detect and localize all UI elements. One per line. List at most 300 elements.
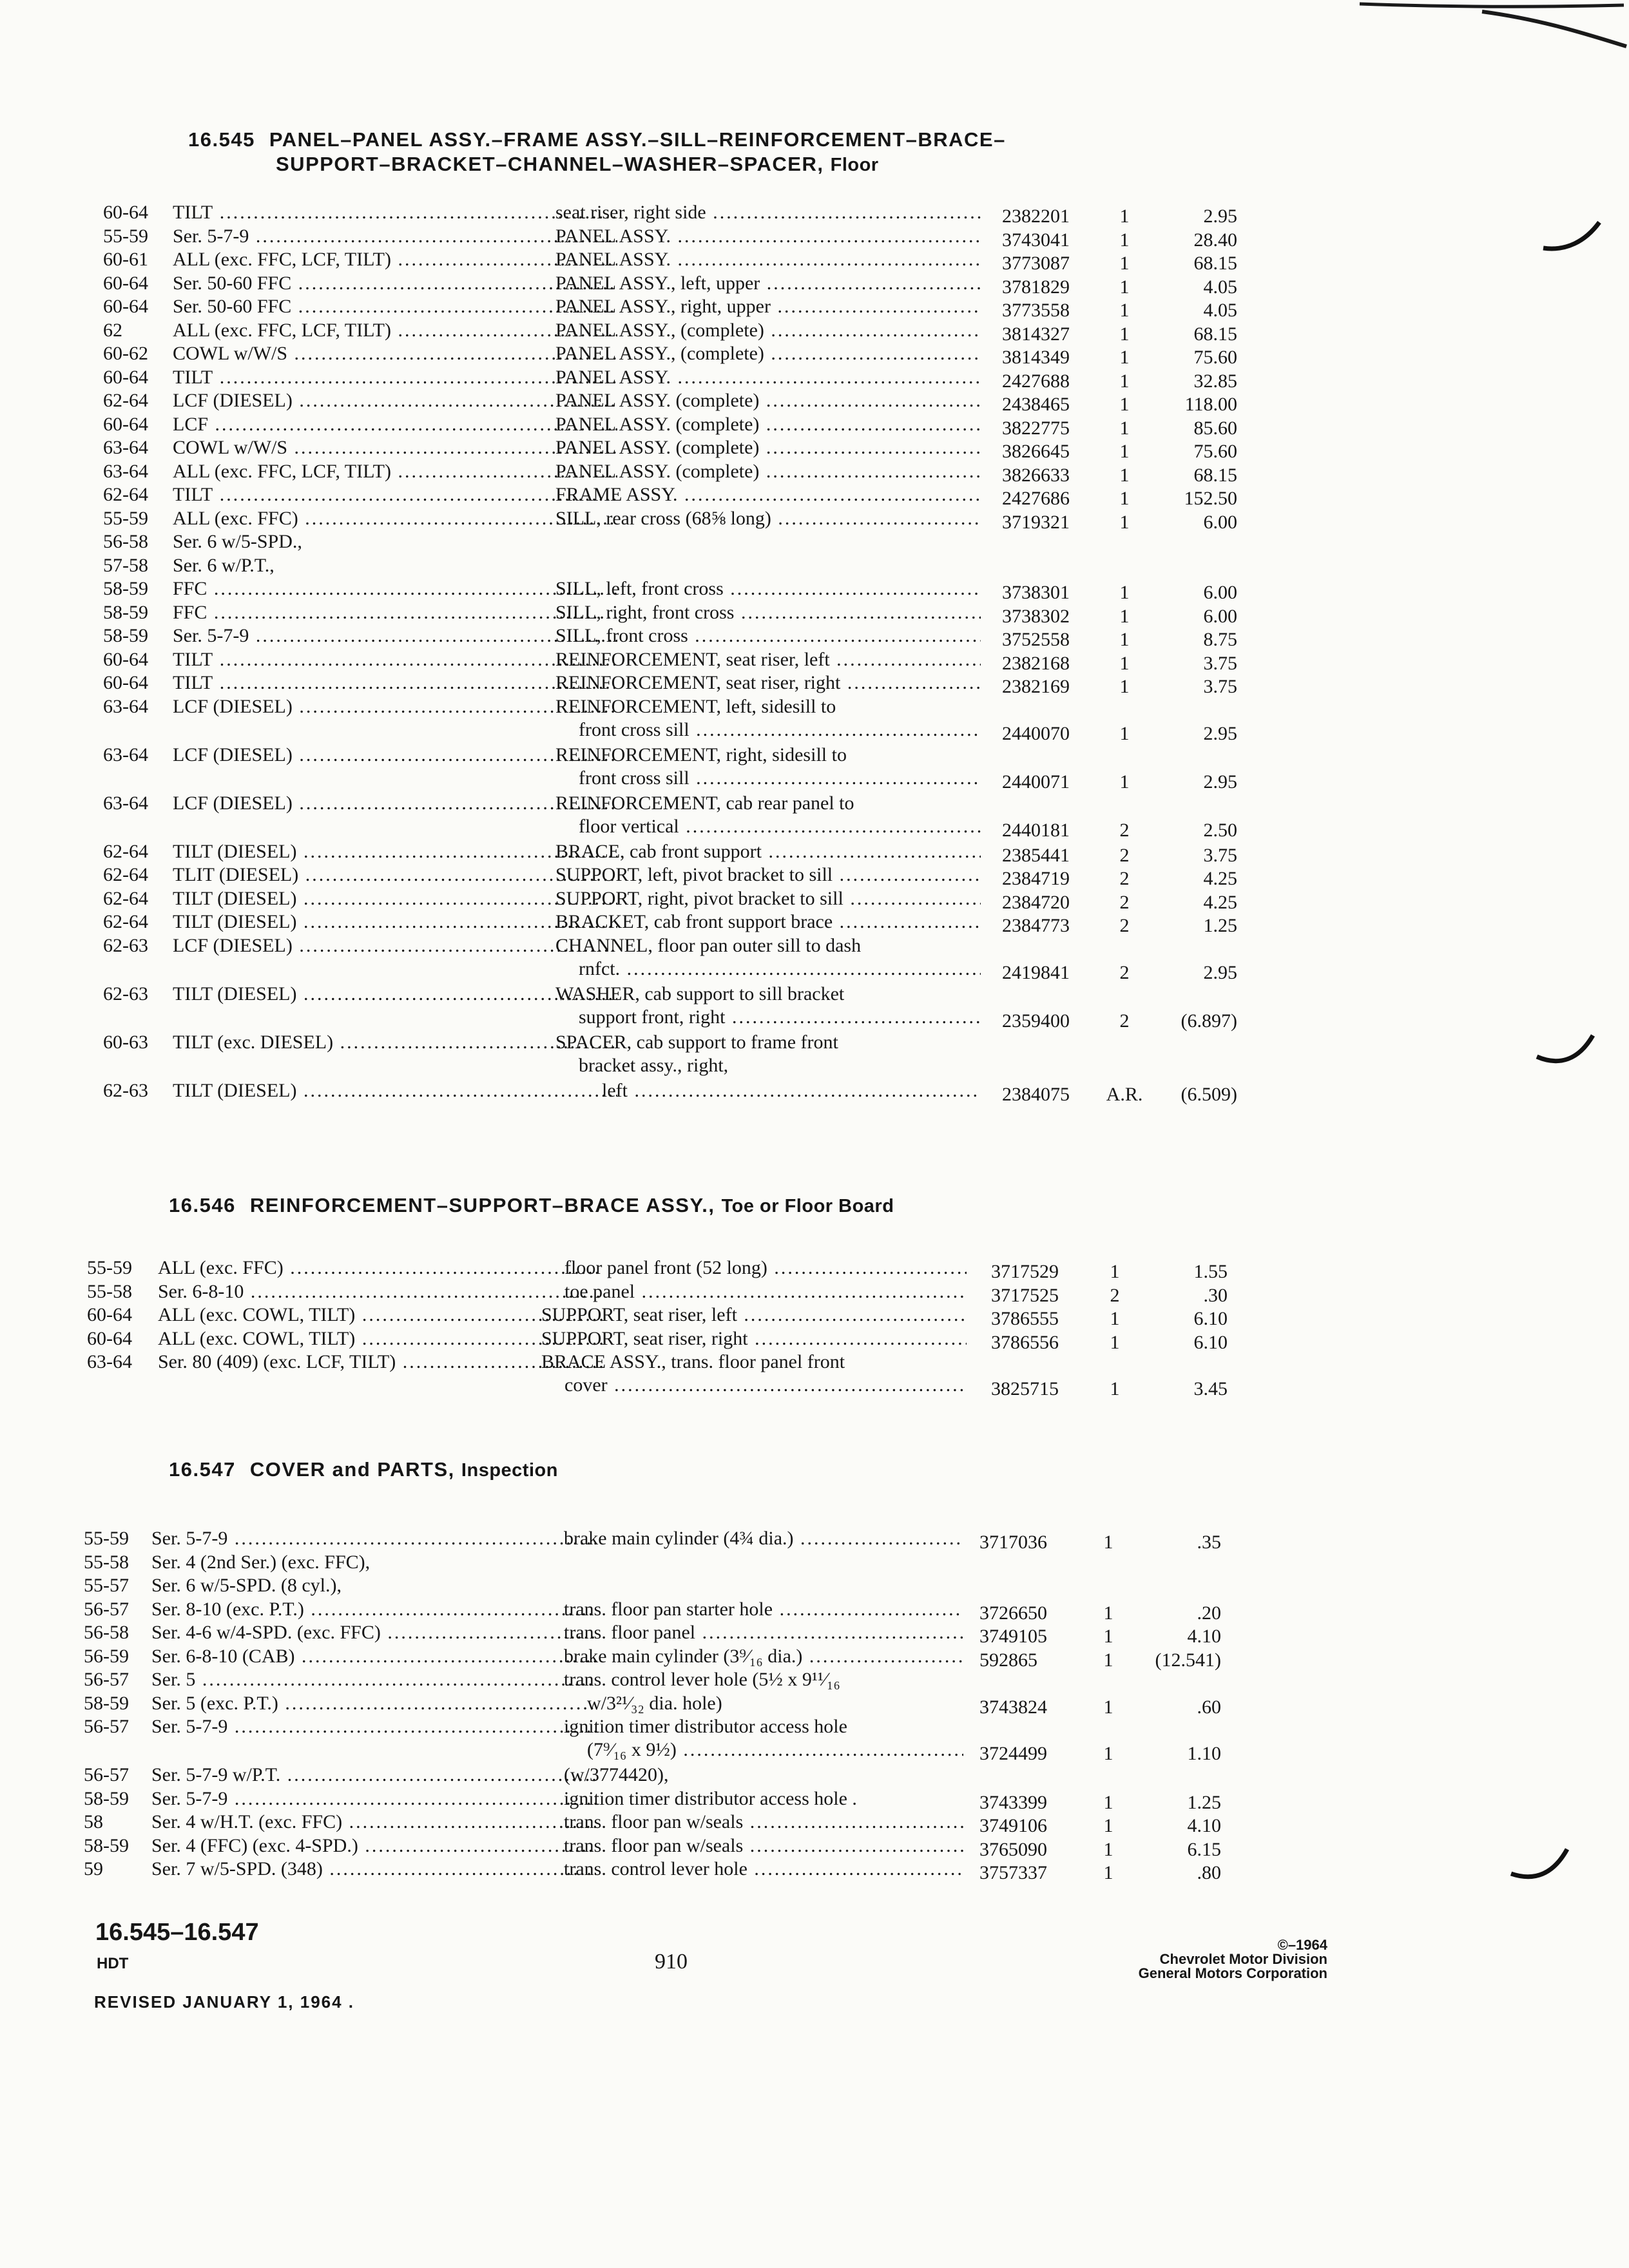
part-number: 2419841: [1002, 961, 1070, 983]
description-line: PANEL ASSY., (complete) .....: [555, 319, 981, 342]
list-price: 68.15: [1193, 253, 1237, 274]
model-year: 63-64: [103, 460, 148, 482]
application: LCF (DIESEL) .....: [173, 389, 617, 412]
model-year: 58-59: [84, 1834, 129, 1856]
application: TILT .....: [173, 483, 617, 506]
list-price: .35: [1197, 1532, 1221, 1553]
model-year: 56-57: [84, 1716, 129, 1737]
application: Ser. 50-60 FFC .....: [173, 295, 617, 318]
part-number: 3738302: [1002, 605, 1070, 627]
quantity: 1: [1119, 394, 1130, 415]
application: Ser. 4 w/H.T. (exc. FFC) .....: [151, 1811, 596, 1834]
model-year: 60-64: [87, 1304, 132, 1325]
model-year: 58-59: [84, 1692, 129, 1714]
section-number: 16.546: [169, 1194, 236, 1216]
description-line: PANEL ASSY. .....: [555, 366, 981, 389]
application: ALL (exc. FFC, LCF, TILT) .....: [173, 319, 617, 342]
application: Ser. 5-7-9 .....: [151, 1787, 596, 1811]
description-line: BRACE ASSY., trans. floor panel front: [541, 1351, 845, 1372]
quantity: 1: [1103, 1696, 1113, 1718]
list-price: 1.10: [1187, 1743, 1221, 1764]
part-description: [555, 983, 981, 1029]
model-year: 58-59: [103, 625, 148, 646]
part-description: [564, 1692, 963, 1715]
part-description: [541, 1350, 967, 1397]
quantity: 1: [1119, 276, 1130, 298]
model-year: 63-64: [87, 1351, 132, 1372]
application: TILT .....: [173, 648, 617, 671]
quantity: 1: [1110, 1378, 1120, 1399]
description-line: PANEL ASSY. (complete) .....: [555, 389, 981, 412]
part-description: [564, 1598, 963, 1621]
model-year: 62-64: [103, 864, 148, 885]
model-year: 63-64: [103, 437, 148, 458]
application: LCF (DIESEL) .....: [173, 744, 617, 767]
description-line: (w/3774420),: [564, 1764, 669, 1785]
application: Ser. 7 w/5-SPD. (348) .....: [151, 1858, 596, 1881]
part-description: [555, 887, 981, 910]
section-title-line1: PANEL–PANEL ASSY.–FRAME ASSY.–SILL–REINFORCEMENT–BRACE–: [269, 128, 1006, 151]
quantity: 1: [1103, 1838, 1113, 1860]
part-description: [555, 624, 981, 648]
part-number: 3752558: [1002, 629, 1070, 650]
scan-edge-mark: [1353, 0, 1629, 58]
application: ALL (exc. COWL, TILT) .....: [158, 1327, 602, 1350]
application: FFC .....: [173, 601, 617, 624]
model-year: 56-59: [84, 1645, 129, 1667]
part-description: [555, 483, 981, 506]
part-number: 3743824: [979, 1696, 1047, 1718]
part-number: 2382201: [1002, 206, 1070, 227]
model-year: 55-59: [103, 507, 148, 529]
description-line: trans. floor pan starter hole .....: [564, 1598, 963, 1621]
list-price: 28.40: [1193, 229, 1237, 251]
quantity: 2: [1119, 961, 1130, 983]
part-number: 2440181: [1002, 819, 1070, 841]
list-price: 4.25: [1203, 891, 1237, 913]
list-price: .60: [1197, 1696, 1221, 1718]
description-line: REINFORCEMENT, right, sidesill to: [555, 744, 847, 765]
section-title-16-545-line2: [276, 152, 879, 177]
application: LCF .....: [173, 413, 617, 436]
application: TILT (exc. DIESEL) .....: [173, 1031, 617, 1054]
description-line: toe panel .....: [541, 1280, 967, 1303]
quantity: 2: [1119, 868, 1130, 889]
part-description: [555, 601, 981, 624]
description-line: BRACKET, cab front support brace .....: [555, 910, 981, 934]
part-number: 3786556: [991, 1331, 1059, 1353]
model-year: 55-58: [84, 1551, 129, 1573]
quantity: 1: [1103, 1862, 1113, 1883]
part-description: [555, 295, 981, 318]
description-line: seat riser, right side .....: [555, 201, 981, 224]
part-description: [564, 1834, 963, 1858]
part-description: [541, 1303, 967, 1327]
part-number: 2385441: [1002, 844, 1070, 866]
list-price: 3.75: [1203, 676, 1237, 697]
list-price: 1.25: [1203, 915, 1237, 936]
application: ALL (exc. FFC, LCF, TILT) .....: [173, 460, 617, 483]
description-line: PANEL ASSY., right, upper .....: [555, 295, 981, 318]
section-title-line1: REINFORCEMENT–SUPPORT–BRACE ASSY.,: [249, 1194, 715, 1216]
application: TILT (DIESEL) .....: [173, 840, 617, 863]
quantity: 1: [1119, 652, 1130, 674]
application: LCF (DIESEL) .....: [173, 792, 617, 815]
application: Ser. 4 (FFC) (exc. 4-SPD.) .....: [151, 1834, 596, 1858]
part-description: [555, 934, 981, 981]
part-number: 3717529: [991, 1261, 1059, 1282]
list-price: 4.25: [1203, 868, 1237, 889]
quantity: 1: [1119, 722, 1130, 744]
description-line: rnfct. .....: [555, 957, 981, 981]
part-number: 3717525: [991, 1284, 1059, 1306]
application: ALL (exc. FFC) .....: [173, 507, 617, 530]
quantity: 1: [1110, 1308, 1120, 1329]
part-description: [555, 436, 981, 459]
part-description: [564, 1858, 963, 1881]
part-description: [555, 225, 981, 248]
application: LCF (DIESEL) .....: [173, 695, 617, 718]
list-price: (6.897): [1181, 1010, 1237, 1032]
quantity: 1: [1119, 771, 1130, 793]
list-price: 2.50: [1203, 819, 1237, 841]
model-year: 55-57: [84, 1575, 129, 1596]
footer-section-range: 16.545–16.547: [95, 1919, 259, 1946]
description-line: floor vertical .....: [555, 815, 981, 838]
application: TILT (DIESEL) .....: [173, 1079, 617, 1102]
model-year: 63-64: [103, 695, 148, 717]
application: ALL (exc. FFC) .....: [158, 1256, 602, 1280]
part-number: 592865: [979, 1649, 1037, 1671]
quantity: 2: [1119, 915, 1130, 936]
part-number: 3749105: [979, 1626, 1047, 1647]
application: Ser. 4 (2nd Ser.) (exc. FFC),: [151, 1551, 371, 1573]
description-line: trans. floor pan w/seals .....: [564, 1834, 963, 1858]
list-price: 75.60: [1193, 441, 1237, 462]
description-line: left .....: [555, 1079, 981, 1102]
list-price: 2.95: [1203, 206, 1237, 227]
copyright: ©–1964: [1277, 1937, 1327, 1953]
description-line: SUPPORT, left, pivot bracket to sill .....: [555, 863, 981, 887]
part-number: 3757337: [979, 1862, 1047, 1883]
description-line: PANEL ASSY. (complete) .....: [555, 460, 981, 483]
quantity: 1: [1103, 1532, 1113, 1553]
quantity: 1: [1119, 511, 1130, 533]
list-price: (12.541): [1155, 1649, 1221, 1671]
list-price: 8.75: [1203, 629, 1237, 650]
list-price: 3.75: [1203, 652, 1237, 674]
model-year: 55-58: [87, 1280, 132, 1302]
description-line: brake main cylinder (3⁹⁄₁₆ dia.) .....: [564, 1645, 963, 1668]
list-price: .20: [1197, 1602, 1221, 1624]
application: Ser. 6-8-10 .....: [158, 1280, 602, 1303]
description-line: PANEL ASSY. (complete) .....: [555, 436, 981, 459]
part-number: 2427686: [1002, 488, 1070, 509]
list-price: 85.60: [1193, 417, 1237, 439]
quantity: 1: [1119, 605, 1130, 627]
model-year: 60-64: [103, 296, 148, 317]
model-year: 57-58: [103, 554, 148, 576]
part-description: [564, 1715, 963, 1762]
part-description: [564, 1668, 963, 1691]
margin-tick-mark: [1508, 1843, 1572, 1888]
part-description: [555, 1079, 981, 1102]
quantity: 1: [1103, 1743, 1113, 1764]
model-year: 60-64: [103, 202, 148, 223]
model-year: 60-64: [103, 648, 148, 670]
list-price: 3.75: [1203, 844, 1237, 866]
description-line: PANEL ASSY. (complete) .....: [555, 413, 981, 436]
quantity: 1: [1110, 1331, 1120, 1353]
part-number: 3786555: [991, 1308, 1059, 1329]
application: TILT (DIESEL) .....: [173, 983, 617, 1006]
list-price: 4.10: [1187, 1626, 1221, 1647]
part-description: [555, 695, 981, 742]
quantity: 1: [1103, 1626, 1113, 1647]
list-price: 3.45: [1193, 1378, 1228, 1399]
model-year: 56-57: [84, 1764, 129, 1785]
application: Ser. 5-7-9 .....: [173, 225, 617, 248]
model-year: 59: [84, 1858, 103, 1879]
quantity: 1: [1119, 253, 1130, 274]
description-line: SILL, left, front cross .....: [555, 577, 981, 601]
corporation-name: General Motors Corporation: [1138, 1965, 1327, 1981]
division-name: Chevrolet Motor Division: [1159, 1951, 1327, 1967]
model-year: 63-64: [103, 792, 148, 814]
description-line: cover .....: [541, 1374, 967, 1397]
application: Ser. 6 w/5-SPD. (8 cyl.),: [151, 1575, 342, 1596]
quantity: 1: [1103, 1649, 1113, 1671]
part-number: 3749106: [979, 1815, 1047, 1836]
part-description: [564, 1527, 963, 1550]
model-year: 62-63: [103, 1079, 148, 1101]
application: Ser. 50-60 FFC .....: [173, 272, 617, 295]
description-line: (7⁹⁄₁₆ x 9½) .....: [564, 1738, 963, 1762]
description-line: SUPPORT, right, pivot bracket to sill .....: [555, 887, 981, 910]
description-line: floor panel front (52 long) .....: [541, 1256, 967, 1280]
section-title-16-547: [169, 1457, 558, 1483]
quantity: A.R.: [1106, 1083, 1143, 1105]
list-price: 6.00: [1203, 582, 1237, 603]
part-number: 3738301: [1002, 582, 1070, 603]
list-price: 75.60: [1193, 347, 1237, 368]
part-description: [555, 342, 981, 365]
part-number: 3826645: [1002, 441, 1070, 462]
list-price: 68.15: [1193, 323, 1237, 345]
description-line: PANEL ASSY., (complete) .....: [555, 342, 981, 365]
description-line: ignition timer distributor access hole .: [564, 1787, 857, 1809]
page-number: 910: [655, 1950, 688, 1974]
model-year: 55-59: [87, 1257, 132, 1278]
model-year: 60-63: [103, 1031, 148, 1053]
model-year: 58: [84, 1811, 103, 1832]
part-description: [555, 319, 981, 342]
part-number: 2359400: [1002, 1010, 1070, 1032]
part-number: 3773087: [1002, 253, 1070, 274]
part-number: 2382168: [1002, 652, 1070, 674]
part-number: 3719321: [1002, 511, 1070, 533]
part-description: [555, 840, 981, 863]
quantity: 1: [1119, 300, 1130, 321]
part-number: 3726650: [979, 1602, 1047, 1624]
quantity: 1: [1119, 229, 1130, 251]
application: ALL (exc. FFC, LCF, TILT) .....: [173, 248, 617, 271]
part-description: [555, 910, 981, 934]
part-number: 2384720: [1002, 891, 1070, 913]
list-price: 6.00: [1203, 605, 1237, 627]
part-description: [564, 1787, 963, 1811]
part-number: 3825715: [991, 1378, 1059, 1399]
application: Ser. 80 (409) (exc. LCF, TILT) .....: [158, 1350, 602, 1374]
section-title-16-545: [188, 128, 1006, 152]
list-price: .30: [1203, 1284, 1228, 1306]
quantity: 1: [1119, 323, 1130, 345]
part-number: 3781829: [1002, 276, 1070, 298]
quantity: 1: [1119, 488, 1130, 509]
model-year: 58-59: [103, 601, 148, 623]
part-number: 2384075: [1002, 1083, 1070, 1105]
application: COWL w/W/S .....: [173, 436, 617, 459]
application: Ser. 6-8-10 (CAB) .....: [151, 1645, 596, 1668]
application: Ser. 4-6 w/4-SPD. (exc. FFC) .....: [151, 1621, 596, 1644]
part-description: [555, 1031, 981, 1077]
list-price: 6.00: [1203, 511, 1237, 533]
quantity: 2: [1119, 891, 1130, 913]
description-line: front cross sill .....: [555, 767, 981, 790]
description-line: bracket assy., right,: [579, 1054, 729, 1076]
description-line: REINFORCEMENT, seat riser, left .....: [555, 648, 981, 671]
part-number: 3743041: [1002, 229, 1070, 251]
part-description: [541, 1327, 967, 1350]
model-year: 60-64: [87, 1327, 132, 1349]
model-year: 55-59: [84, 1528, 129, 1549]
part-description: [564, 1621, 963, 1644]
section-title-tail: Inspection: [461, 1460, 558, 1481]
part-description: [555, 507, 981, 530]
quantity: 2: [1110, 1284, 1120, 1306]
model-year: 60-62: [103, 343, 148, 364]
footer-revised-date: REVISED JANUARY 1, 1964 .: [94, 1992, 355, 2012]
application: Ser. 5 .....: [151, 1668, 596, 1691]
list-price: 4.05: [1203, 276, 1237, 298]
application: TILT (DIESEL) .....: [173, 910, 617, 934]
description-line: PANEL ASSY. .....: [555, 225, 981, 248]
section-number: 16.547: [169, 1458, 236, 1481]
part-number: 3814327: [1002, 323, 1070, 345]
application: TILT .....: [173, 201, 617, 224]
model-year: 56-57: [84, 1669, 129, 1690]
description-line: SPACER, cab support to frame front: [555, 1031, 838, 1053]
part-description: [555, 272, 981, 295]
list-price: 1.25: [1187, 1791, 1221, 1813]
part-number: 2440071: [1002, 771, 1070, 793]
footer-hdt: HDT: [97, 1955, 129, 1972]
description-line: CHANNEL, floor pan outer sill to dash: [555, 934, 862, 956]
description-line: REINFORCEMENT, seat riser, right .....: [555, 671, 981, 695]
list-price: 6.10: [1193, 1308, 1228, 1329]
quantity: 1: [1119, 206, 1130, 227]
description-line: w/3²¹⁄₃₂ dia. hole): [587, 1692, 722, 1714]
section-title-tail: Floor: [830, 155, 879, 175]
application: Ser. 5-7-9 .....: [151, 1527, 596, 1550]
quantity: 2: [1119, 1010, 1130, 1032]
application: Ser. 6 w/5-SPD.,: [173, 531, 302, 552]
application: FFC .....: [173, 577, 617, 601]
part-number: 3822775: [1002, 417, 1070, 439]
application: Ser. 5-7-9 w/P.T. .....: [151, 1763, 596, 1787]
part-description: [564, 1811, 963, 1834]
model-year: 62-64: [103, 840, 148, 862]
list-price: 6.10: [1193, 1331, 1228, 1353]
application: Ser. 5-7-9 .....: [151, 1715, 596, 1738]
part-number: 2427688: [1002, 370, 1070, 392]
model-year: 56-58: [103, 531, 148, 552]
part-number: 2438465: [1002, 394, 1070, 415]
part-description: [555, 413, 981, 436]
quantity: 2: [1119, 819, 1130, 841]
application: COWL w/W/S .....: [173, 342, 617, 365]
part-description: [555, 389, 981, 412]
list-price: 2.95: [1203, 771, 1237, 793]
model-year: 62-64: [103, 911, 148, 932]
quantity: 1: [1119, 417, 1130, 439]
application: Ser. 8-10 (exc. P.T.) .....: [151, 1598, 596, 1621]
application: TLIT (DIESEL) .....: [173, 863, 617, 887]
list-price: 2.95: [1203, 722, 1237, 744]
description-line: support front, right .....: [555, 1006, 981, 1029]
list-price: 6.15: [1187, 1838, 1221, 1860]
part-number: 3773558: [1002, 300, 1070, 321]
section-title-line2: SUPPORT–BRACKET–CHANNEL–WASHER–SPACER,: [276, 153, 824, 175]
description-line: trans. control lever hole (5½ x 9¹¹⁄₁₆: [564, 1669, 840, 1690]
model-year: 60-64: [103, 272, 148, 294]
model-year: 60-64: [103, 672, 148, 693]
part-description: [564, 1763, 963, 1787]
application: TILT .....: [173, 671, 617, 695]
part-number: 3826633: [1002, 464, 1070, 486]
part-description: [555, 792, 981, 838]
margin-tick-mark: [1534, 1028, 1598, 1073]
part-number: 2384719: [1002, 868, 1070, 889]
application: Ser. 5-7-9 .....: [173, 624, 617, 648]
part-number: 3724499: [979, 1743, 1047, 1764]
application: LCF (DIESEL) .....: [173, 934, 617, 957]
description-line: SILL, right, front cross .....: [555, 601, 981, 624]
part-description: [555, 671, 981, 695]
model-year: 60-64: [103, 413, 148, 435]
part-description: [555, 744, 981, 790]
description-line: PANEL ASSY. .....: [555, 248, 981, 271]
list-price: 152.50: [1184, 488, 1237, 509]
model-year: 56-58: [84, 1622, 129, 1643]
model-year: 60-61: [103, 249, 148, 270]
description-line: front cross sill .....: [555, 718, 981, 742]
list-price: 1.55: [1193, 1261, 1228, 1282]
part-description: [555, 863, 981, 887]
section-title-tail: Toe or Floor Board: [721, 1196, 894, 1216]
description-line: SUPPORT, seat riser, left .....: [541, 1303, 967, 1327]
quantity: 1: [1103, 1602, 1113, 1624]
description-line: PANEL ASSY., left, upper .....: [555, 272, 981, 295]
part-number: 3814349: [1002, 347, 1070, 368]
part-number: 3717036: [979, 1532, 1047, 1553]
part-description: [555, 577, 981, 601]
quantity: 1: [1103, 1791, 1113, 1813]
model-year: 62-64: [103, 390, 148, 411]
description-line: trans. control lever hole .....: [564, 1858, 963, 1881]
list-price: .80: [1197, 1862, 1221, 1883]
model-year: 58-59: [103, 578, 148, 599]
